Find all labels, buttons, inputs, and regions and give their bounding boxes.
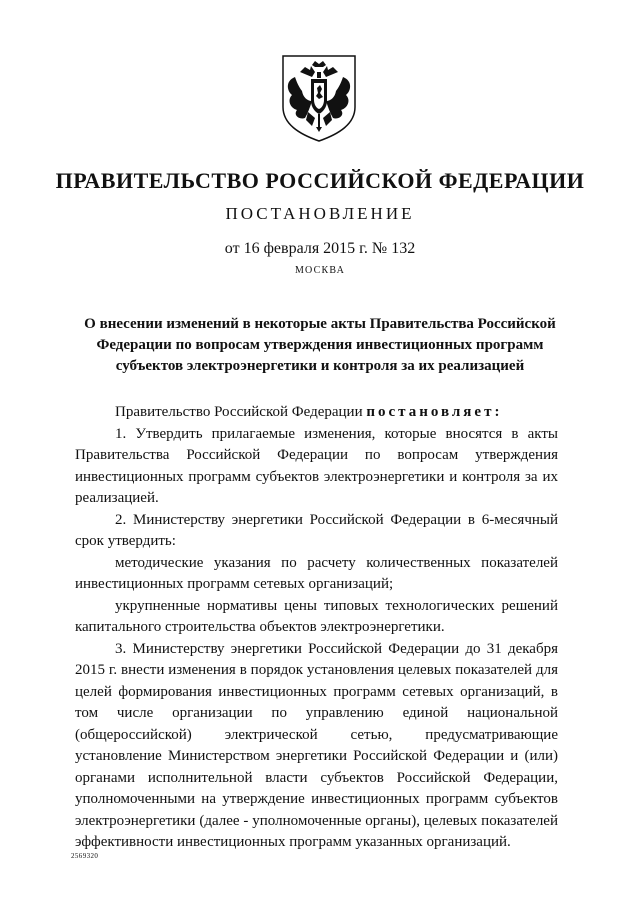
resolution-verb: постановляет: xyxy=(366,404,503,420)
intro-paragraph xyxy=(75,402,558,424)
intro-prefix: Правительство Российской Федерации xyxy=(115,404,367,420)
item-2-paragraph: 2. Министерству энергетики Российской Федерации в 6-месячный срок утвердить: xyxy=(75,511,558,549)
document-body xyxy=(75,402,558,854)
document-type: ПОСТАНОВЛЕНИЕ xyxy=(225,204,415,223)
government-name: ПРАВИТЕЛЬСТВО РОССИЙСКОЙ ФЕДЕРАЦИИ xyxy=(55,168,585,193)
document-date-number: от 16 февраля 2015 г. № 132 xyxy=(224,240,416,257)
state-emblem-icon xyxy=(277,52,361,144)
item-2-subparagraph-1: методические указания по расчету количественных показателей инвестиционных программ сетевых организаций; xyxy=(75,554,558,592)
document-code: 2569320 xyxy=(71,852,99,860)
document-city: МОСКВА xyxy=(294,265,346,276)
item-1-paragraph: 1. Утвердить прилагаемые изменения, которые вносятся в акты Правительства Российской Федерации по вопросам утверждения инвестиционных программ субъектов электроэнергетики и контроля за их реализацией. xyxy=(75,425,558,506)
item-2-subparagraph-2: укрупненные нормативы цены типовых технологических решений капитального строительства объектов электроэнергетики. xyxy=(75,597,558,635)
item-3-paragraph: 3. Министерству энергетики Российской Федерации до 31 декабря 2015 г. внести изменения в порядок установления целевых показателей для целей формирования инвестиционных программ сетевых организаций, в том числе организации по управлению единой национальной (общероссийской) электрической сетью, предусматривающие установление Министерством энергетики Российской Федерации и (или) органами исполнительной власти субъектов Российской Федерации, уполномоченными на утверждение инвестиционных программ субъектов электроэнергетики (далее - уполномоченные органы), целевых показателей эффективности инвестиционных программ указанных организаций. xyxy=(75,640,558,850)
document-subject: О внесении изменений в некоторые акты Правительства Российской Федерации по вопросам утверждения инвестиционных программ субъектов электроэнергетики и контроля за их реализацией xyxy=(84,316,556,374)
